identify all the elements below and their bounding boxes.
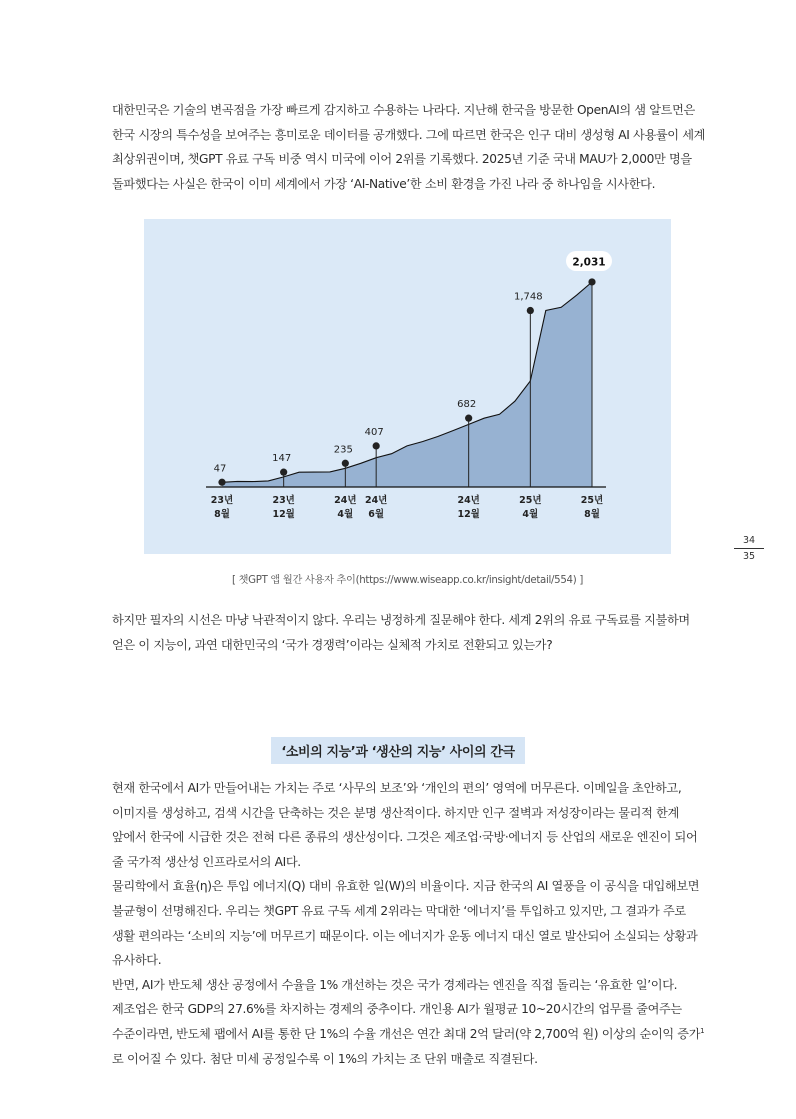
text-segment: 수준이라면, 반도체 팹에서 AI를 통한 단 1%의 수율 개선은 연간 최대 2억 달러(약 2,700억 원) 이상의 순이익 증가 — [112, 1026, 701, 1041]
x-tick-label: 8월 — [584, 509, 600, 520]
data-label: 407 — [364, 426, 384, 438]
footnote-marker: 1 — [700, 1026, 705, 1035]
intro-paragraph — [112, 98, 712, 196]
data-point — [465, 415, 472, 422]
text-line: 물리학에서 효율(η)은 투입 에너지(Q) 대비 유효한 일(W)의 비율이다. 지금 한국의 AI 열풍을 이 공식을 대입해보면 — [112, 879, 700, 894]
text-line: 반면, AI가 반도체 생산 공정에서 수율을 1% 개선하는 것은 국가 경제라는 엔진을 직접 돌리는 ‘유효한 일’이다. — [112, 977, 678, 992]
x-tick-label: 12월 — [457, 509, 480, 520]
text-line: 생활 편의라는 ‘소비의 지능’에 머무르기 때문이다. 이는 에너지가 운동 에너지 대신 열로 발산되어 소실되는 상황과 — [112, 928, 698, 943]
data-label: 2,031 — [572, 256, 606, 269]
text-line: 앞에서 한국에 시급한 것은 전혀 다른 종류의 생산성이다. 그것은 제조업·국방·에너지 등 산업의 새로운 엔진이 되어 — [112, 830, 698, 845]
data-point — [588, 278, 595, 285]
data-label: 147 — [272, 453, 292, 465]
section-heading — [0, 737, 796, 764]
text-line: 이미지를 생성하고, 검색 시간을 단축하는 것은 분명 생산적이다. 하지만 인구 절벽과 저성장이라는 물리적 한계 — [112, 805, 679, 820]
page-number-next: 35 — [742, 551, 756, 562]
x-tick-label: 25년 — [519, 495, 542, 506]
text-line: 현재 한국에서 AI가 만들어내는 가치는 주로 ‘사무의 보조’와 ‘개인의 편의’ 영역에 머무른다. 이메일을 초안하고, — [112, 781, 682, 795]
data-point — [373, 442, 380, 449]
x-tick-label: 24년 — [457, 495, 480, 506]
question-paragraph — [112, 608, 712, 657]
data-label: 682 — [457, 399, 477, 411]
x-tick-label: 23년 — [210, 495, 234, 506]
text-line: 최상위권이며, 챗GPT 유료 구독 비중 역시 미국에 이어 2위를 기록했다. 2025년 기준 국내 MAU가 2,000만 명을 — [112, 152, 692, 167]
x-tick-label: 4월 — [522, 509, 539, 520]
text-line: 얻은 이 지능이, 과연 대한민국의 ‘국가 경쟁력’이라는 실체적 가치로 전환되고 있는가? — [112, 637, 553, 652]
page-number — [734, 535, 764, 562]
text-line — [112, 1022, 712, 1047]
x-tick-label: 23년 — [272, 495, 295, 506]
page-number-current: 34 — [734, 535, 764, 549]
data-point — [218, 479, 225, 486]
chart-panel — [144, 219, 671, 554]
data-point — [280, 469, 287, 476]
mau-area-chart — [144, 219, 671, 554]
section-heading-text: ‘소비의 지능’과 ‘생산의 지능’ 사이의 간극 — [271, 737, 524, 764]
text-line: 돌파했다는 사실은 한국이 이미 세계에서 가장 ‘AI-Native’한 소비 환경을 가진 나라 중 하나임을 시사한다. — [112, 176, 656, 191]
x-tick-label: 12월 — [272, 509, 295, 520]
data-point — [527, 307, 534, 314]
text-line: 대한민국은 기술의 변곡점을 가장 빠르게 감지하고 수용하는 나라다. 지난해 한국을 방문한 OpenAI의 샘 알트먼은 — [112, 103, 695, 117]
text-line: 로 이어질 수 있다. 첨단 미세 공정일수록 이 1%의 가치는 조 단위 매출로 직결된다. — [112, 1051, 538, 1066]
body-paragraph — [112, 776, 712, 1071]
text-line: 하지만 필자의 시선은 마냥 낙관적이지 않다. 우리는 냉정하게 질문해야 한다. 세계 2위의 유료 구독료를 지불하며 — [112, 613, 690, 627]
x-tick-label: 25년 — [580, 495, 604, 506]
text-line: 줄 국가적 생산성 인프라로서의 AI다. — [112, 854, 301, 869]
x-tick-label: 24년 — [364, 495, 388, 506]
x-tick-label: 6월 — [368, 509, 385, 520]
text-line: 불균형이 선명해진다. 우리는 챗GPT 유료 구독 세계 2위라는 막대한 ‘에너지’를 투입하고 있지만, 그 결과가 주로 — [112, 903, 686, 918]
x-tick-label: 8월 — [214, 509, 230, 520]
data-label: 47 — [213, 463, 227, 475]
data-label: 1,748 — [514, 291, 543, 303]
chart-caption: [ 챗GPT 앱 월간 사용자 추이(https://www.wiseapp.co.kr/insight/detail/554) ] — [231, 575, 584, 586]
text-line: 한국 시장의 특수성을 보여주는 흥미로운 데이터를 공개했다. 그에 따르면 한국은 인구 대비 생성형 AI 사용률이 세계 — [112, 127, 706, 142]
x-tick-label: 24년 — [334, 495, 357, 506]
data-label: 235 — [333, 444, 353, 456]
text-line: 제조업은 한국 GDP의 27.6%를 차지하는 경제의 중추이다. 개인용 AI가 월평균 10~20시간의 업무를 줄여주는 — [112, 1002, 682, 1017]
x-tick-label: 4월 — [337, 509, 354, 520]
data-point — [342, 460, 349, 467]
text-line: 유사하다. — [112, 953, 162, 968]
